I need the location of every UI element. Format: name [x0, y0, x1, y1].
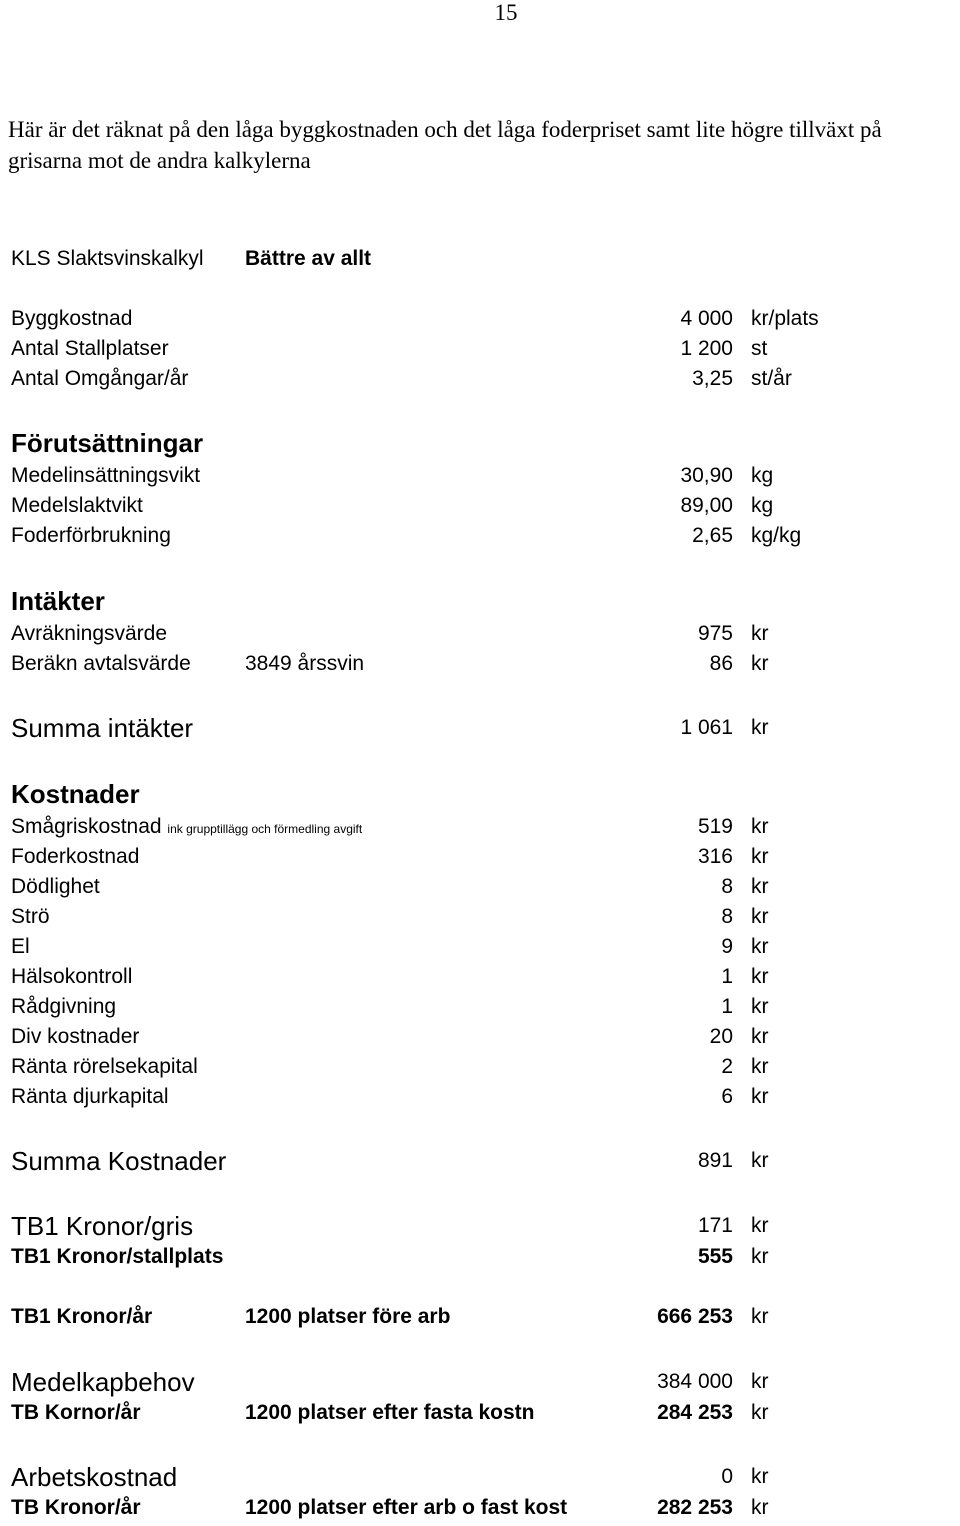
- row-label: Medelinsättningsvikt: [11, 464, 201, 487]
- row-summa-kostnader: [0, 1146, 960, 1176]
- section-title: Kostnader: [11, 779, 140, 809]
- row-label: Div kostnader: [11, 1025, 140, 1048]
- row-tb-kornor-ar: [0, 1398, 960, 1428]
- section-title: Förutsättningar: [11, 428, 204, 458]
- row-unit: kr: [751, 1025, 769, 1048]
- row-unit: kr/plats: [751, 307, 819, 330]
- row-value: 282 253: [657, 1496, 733, 1519]
- row-value: 9: [721, 935, 733, 958]
- row-tb1-kronor-gris: [0, 1211, 960, 1241]
- row-byggkostnad: [0, 304, 960, 334]
- row-unit: kr: [751, 1370, 769, 1393]
- row-value: 20: [709, 1025, 733, 1048]
- row-unit: kg: [751, 494, 774, 517]
- row-value: 3,25: [692, 367, 733, 390]
- row-label: Dödlighet: [11, 875, 100, 898]
- row-avrakningsvarde: [0, 619, 960, 649]
- row-label: Summa Kostnader: [11, 1146, 227, 1176]
- row-label: Medelkapbehov: [11, 1367, 195, 1397]
- row-value: 8: [721, 905, 733, 928]
- row-value: 1 200: [680, 337, 733, 360]
- row-unit: kr: [751, 1055, 769, 1078]
- row-value: 8: [721, 875, 733, 898]
- row-antal-stallplatser: [0, 334, 960, 364]
- calc-header-label: KLS Slaktsvinskalkyl: [11, 247, 204, 270]
- row-tb-kronor-ar: [0, 1493, 960, 1523]
- row-div-kostnader: [0, 1022, 960, 1052]
- row-label: Ränta djurkapital: [11, 1085, 169, 1108]
- row-unit: kr: [751, 622, 769, 645]
- row-medelslaktvikt: [0, 491, 960, 521]
- row-value: 171: [697, 1214, 733, 1237]
- row-unit: kr: [751, 965, 769, 988]
- row-label: Rådgivning: [11, 995, 117, 1018]
- page-number: 15: [494, 0, 518, 25]
- row-unit: kr: [751, 1214, 769, 1237]
- row-value: 666 253: [657, 1305, 733, 1328]
- row-label: Ränta rörelsekapital: [11, 1055, 198, 1078]
- calc-scenario-label: Bättre av allt: [245, 247, 372, 270]
- row-label: TB1 Kronor/stallplats: [11, 1245, 224, 1268]
- row-ranta-djurkapital: [0, 1082, 960, 1112]
- row-value: 0: [721, 1465, 733, 1488]
- row-label: Arbetskostnad: [11, 1462, 178, 1492]
- calc-header: [0, 244, 960, 274]
- row-antal-omgangar: [0, 364, 960, 394]
- row-foderkostnad: [0, 842, 960, 872]
- row-medelkapbehov: [0, 1367, 960, 1397]
- row-medelinsattningsvikt: [0, 461, 960, 491]
- row-label: Beräkn avtalsvärde: [11, 652, 191, 675]
- row-berakn-avtalsvarde: [0, 649, 960, 679]
- row-label: Smågriskostnad: [11, 815, 162, 838]
- row-label: TB Kornor/år: [11, 1401, 141, 1424]
- row-note: 1200 platser före arb: [245, 1305, 451, 1328]
- row-label: Antal Stallplatser: [11, 337, 169, 360]
- row-dodlighet: [0, 872, 960, 902]
- row-unit: kr: [751, 652, 769, 675]
- row-note: ink grupptillägg och förmedling avgift: [167, 822, 363, 836]
- row-unit: kg/kg: [751, 524, 802, 547]
- row-value: 1 061: [680, 716, 733, 739]
- row-unit: kg: [751, 464, 774, 487]
- row-value: 89,00: [680, 494, 733, 517]
- row-unit: kr: [751, 935, 769, 958]
- row-tb1-kronor-ar: [0, 1302, 960, 1332]
- row-label: Avräkningsvärde: [11, 622, 168, 645]
- row-label: Hälsokontroll: [11, 965, 133, 988]
- row-el: [0, 932, 960, 962]
- section-forutsattningar: [0, 428, 960, 458]
- row-label: El: [11, 935, 30, 958]
- row-ranta-rorelsekapital: [0, 1052, 960, 1082]
- row-unit: kr: [751, 1305, 769, 1328]
- section-title: Intäkter: [11, 586, 105, 616]
- row-stro: [0, 902, 960, 932]
- row-unit: kr: [751, 1085, 769, 1108]
- row-halsokontroll: [0, 962, 960, 992]
- row-value: 1: [721, 965, 733, 988]
- row-unit: kr: [751, 1245, 769, 1268]
- row-unit: kr: [751, 1401, 769, 1424]
- section-intakter: [0, 586, 960, 616]
- row-value: 4 000: [680, 307, 733, 330]
- row-label: Byggkostnad: [11, 307, 133, 330]
- row-value: 519: [697, 815, 733, 838]
- row-value: 284 253: [657, 1401, 733, 1424]
- row-label: Antal Omgångar/år: [11, 367, 189, 390]
- row-unit: kr: [751, 716, 769, 739]
- row-label: TB Kronor/år: [11, 1496, 141, 1519]
- row-label: TB1 Kronor/gris: [11, 1211, 194, 1241]
- row-tb1-kronor-stallplats: [0, 1242, 960, 1272]
- row-unit: st: [751, 337, 768, 360]
- row-unit: kr: [751, 1496, 769, 1519]
- row-arbetskostnad: [0, 1462, 960, 1492]
- row-value: 30,90: [680, 464, 733, 487]
- row-value: 316: [697, 845, 733, 868]
- row-unit: kr: [751, 815, 769, 838]
- row-value: 384 000: [657, 1370, 733, 1393]
- row-unit: kr: [751, 875, 769, 898]
- row-note: 1200 platser efter fasta kostn: [245, 1401, 535, 1424]
- row-unit: kr: [751, 845, 769, 868]
- row-foderforbrukning: [0, 521, 960, 551]
- row-label: Summa intäkter: [11, 713, 194, 743]
- row-unit: kr: [751, 905, 769, 928]
- row-value: 1: [721, 995, 733, 1018]
- row-unit: st/år: [751, 367, 792, 390]
- row-label: TB1 Kronor/år: [11, 1305, 153, 1328]
- row-radgivning: [0, 992, 960, 1022]
- row-smagriskostnad: [0, 812, 960, 842]
- row-value: 891: [697, 1149, 733, 1172]
- row-label: Foderförbrukning: [11, 524, 171, 547]
- row-unit: kr: [751, 1149, 769, 1172]
- row-label: Medelslaktvikt: [11, 494, 143, 517]
- row-value: 86: [709, 652, 733, 675]
- row-unit: kr: [751, 995, 769, 1018]
- row-label: Foderkostnad: [11, 845, 140, 868]
- row-value: 6: [721, 1085, 733, 1108]
- row-value: 975: [697, 622, 733, 645]
- row-value: 2,65: [692, 524, 733, 547]
- row-note: 1200 platser efter arb o fast kost: [245, 1496, 568, 1519]
- row-label-group: [11, 812, 362, 844]
- row-note: 3849 årssvin: [245, 652, 365, 675]
- row-value: 2: [721, 1055, 733, 1078]
- row-label: Strö: [11, 905, 50, 928]
- intro-paragraph: Här är det räknat på den låga byggkostnaden och det låga foderpriset samt lite högre tillväxt på grisarna mot de andra kalkylerna: [8, 117, 882, 173]
- row-summa-intakter: [0, 713, 960, 743]
- row-value: 555: [697, 1245, 733, 1268]
- row-unit: kr: [751, 1465, 769, 1488]
- section-kostnader: [0, 779, 960, 809]
